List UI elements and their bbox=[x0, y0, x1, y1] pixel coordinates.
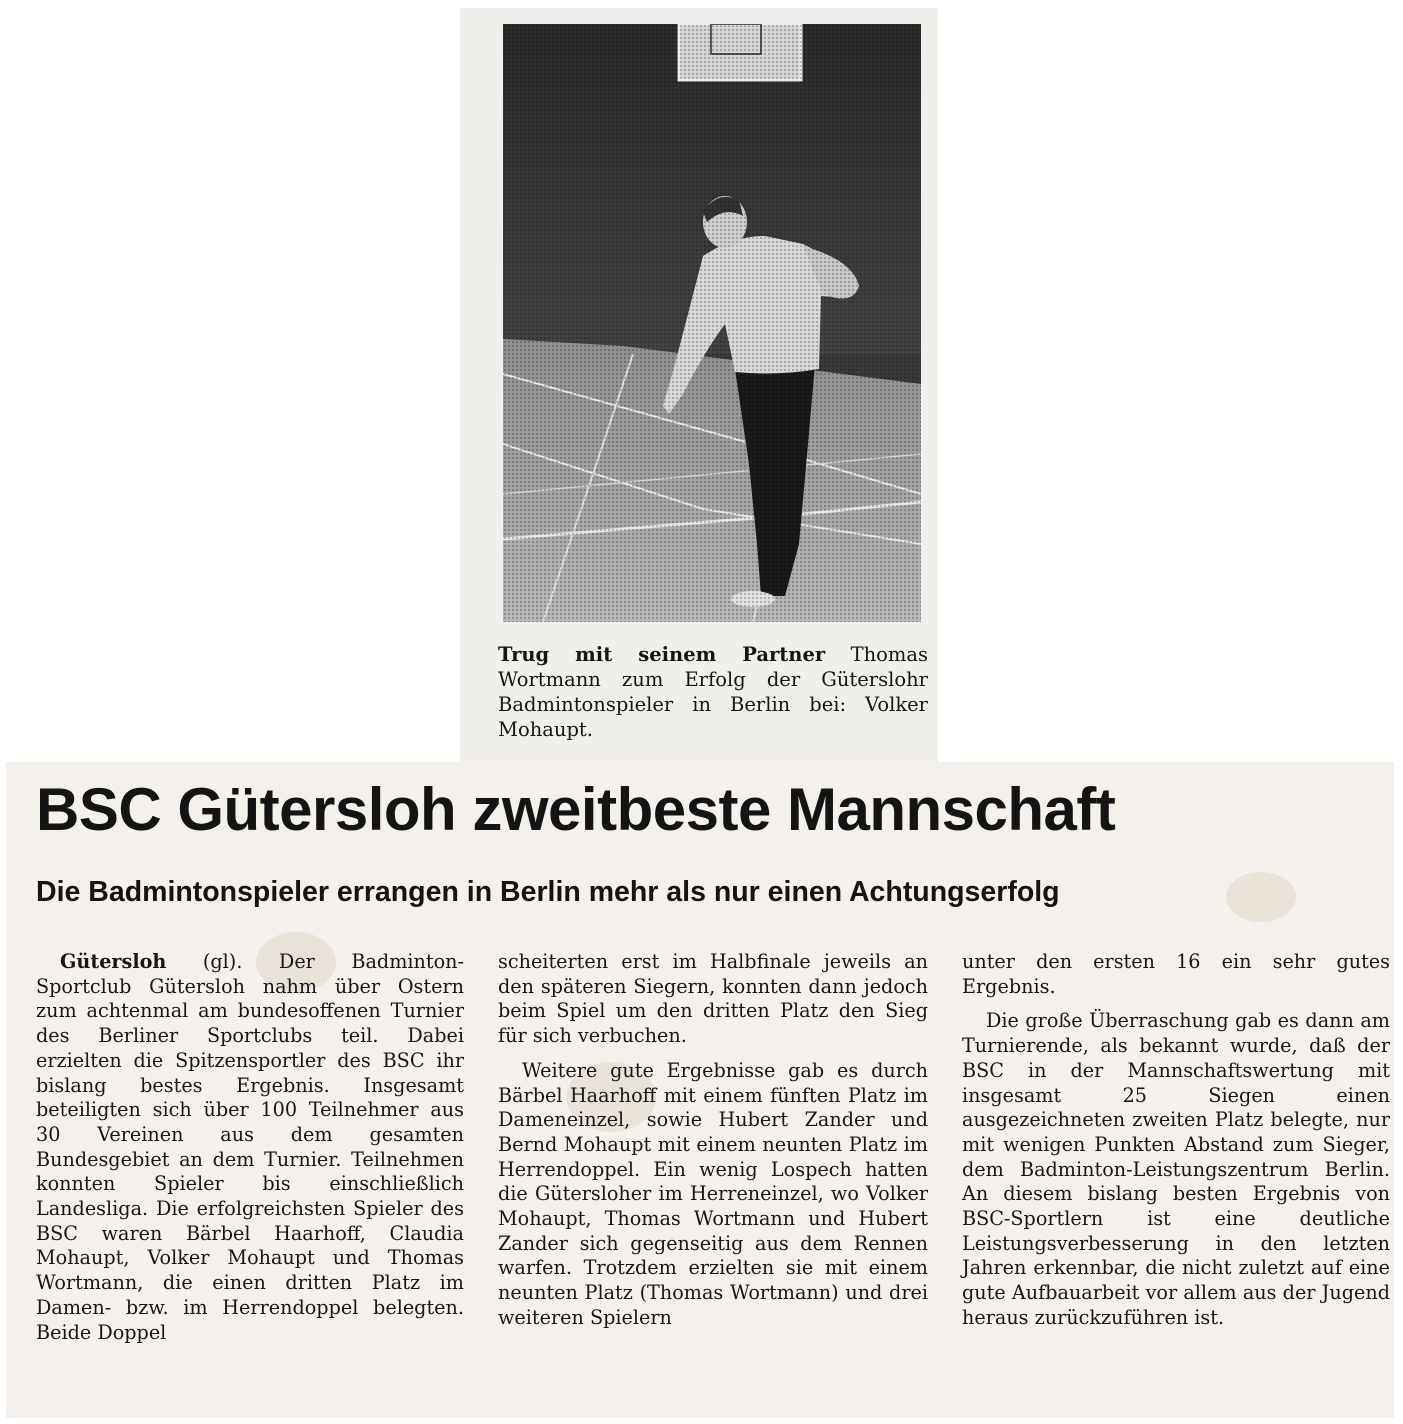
article-paragraph: scheiterten erst im Halbfinale jeweils an den späteren Siegern, konnten dann jedoch beim Spiel um den dritten Platz den Sieg für sich verbuchen. bbox=[498, 950, 928, 1048]
article-column-1 bbox=[36, 950, 464, 1345]
photo-caption bbox=[498, 642, 928, 742]
paragraph-text: (gl). Der Badminton-Sportclub Gütersloh nahm über Ostern zum achtenmal am bundesoffenen Turnier des Berliner Sportclubs teil. Dabei erzielten die Spitzensportler des BSC ihr bislang bestes Ergebnis. Insgesamt beteiligten sich über 100 Teilnehmer aus 30 Vereinen aus dem gesamten Bundesgebiet an dem Turnier. Teilnehmen konnten Spieler bis einschließlich Landesliga. Die erfolgreichsten Spieler des BSC waren Bärbel Haarhoff, Claudia Mohaupt, Volker Mohaupt und Thomas Wortmann, die einen dritten Platz im Damen- bzw. im Herrendoppel belegten. Beide Doppel bbox=[36, 950, 464, 1344]
article-column-3 bbox=[962, 950, 1390, 1331]
article-headline: BSC Gütersloh zweitbeste Mannschaft bbox=[36, 776, 1116, 843]
caption-text: Thomas Wortmann zum Erfolg der Güterslohr Badmintonspieler in Berlin bei: Volker Mohaupt. bbox=[498, 643, 929, 741]
paper-stain bbox=[1226, 872, 1296, 922]
article-paragraph: Die große Überraschung gab es dann am Turnierende, als bekannt wurde, daß der BSC in der Mannschaftswertung mit insgesamt 25 Siegen einen ausgezeichneten zweiten Platz belegte, nur mit wenigen Punkten Abstand zum Sieger, dem Badminton-Leistungszentrum Berlin. An diesem bislang besten Ergebnis von BSC-Sportlern ist eine deutliche Leistungsverbesserung in den letzten Jahren erkennbar, die nicht zuletzt auf eine gute Aufbauarbeit vor allem aus der Jugend heraus zurückzuführen ist. bbox=[962, 1009, 1390, 1329]
article-paragraph bbox=[36, 950, 464, 1345]
badminton-player-photo bbox=[503, 24, 921, 622]
article-paragraph: unter den ersten 16 ein sehr gutes Ergebnis. bbox=[962, 950, 1390, 998]
article-dateline: Gütersloh bbox=[60, 950, 167, 973]
article-paragraph: Weitere gute Ergebnisse gab es durch Bärbel Haarhoff mit einem fünften Platz im Dameneinzel, sowie Hubert Zander und Bernd Mohaupt mit einem neunten Platz im Herrendoppel. Ein wenig Lospech hatten die Gütersloher im Herreneinzel, wo Volker Mohaupt, Thomas Wortmann und Hubert Zander sich gegenseitig aus dem Rennen warfen. Trotzdem erzielten sie mit einem neunten Platz (Thomas Wortmann) und drei weiteren Spielern bbox=[498, 1058, 928, 1329]
article-column-2 bbox=[498, 950, 928, 1331]
article-subheadline: Die Badmintonspieler errangen in Berlin mehr als nur einen Achtungserfolg bbox=[36, 876, 1060, 908]
caption-bold-text: Trug mit seinem Partner bbox=[498, 643, 826, 666]
